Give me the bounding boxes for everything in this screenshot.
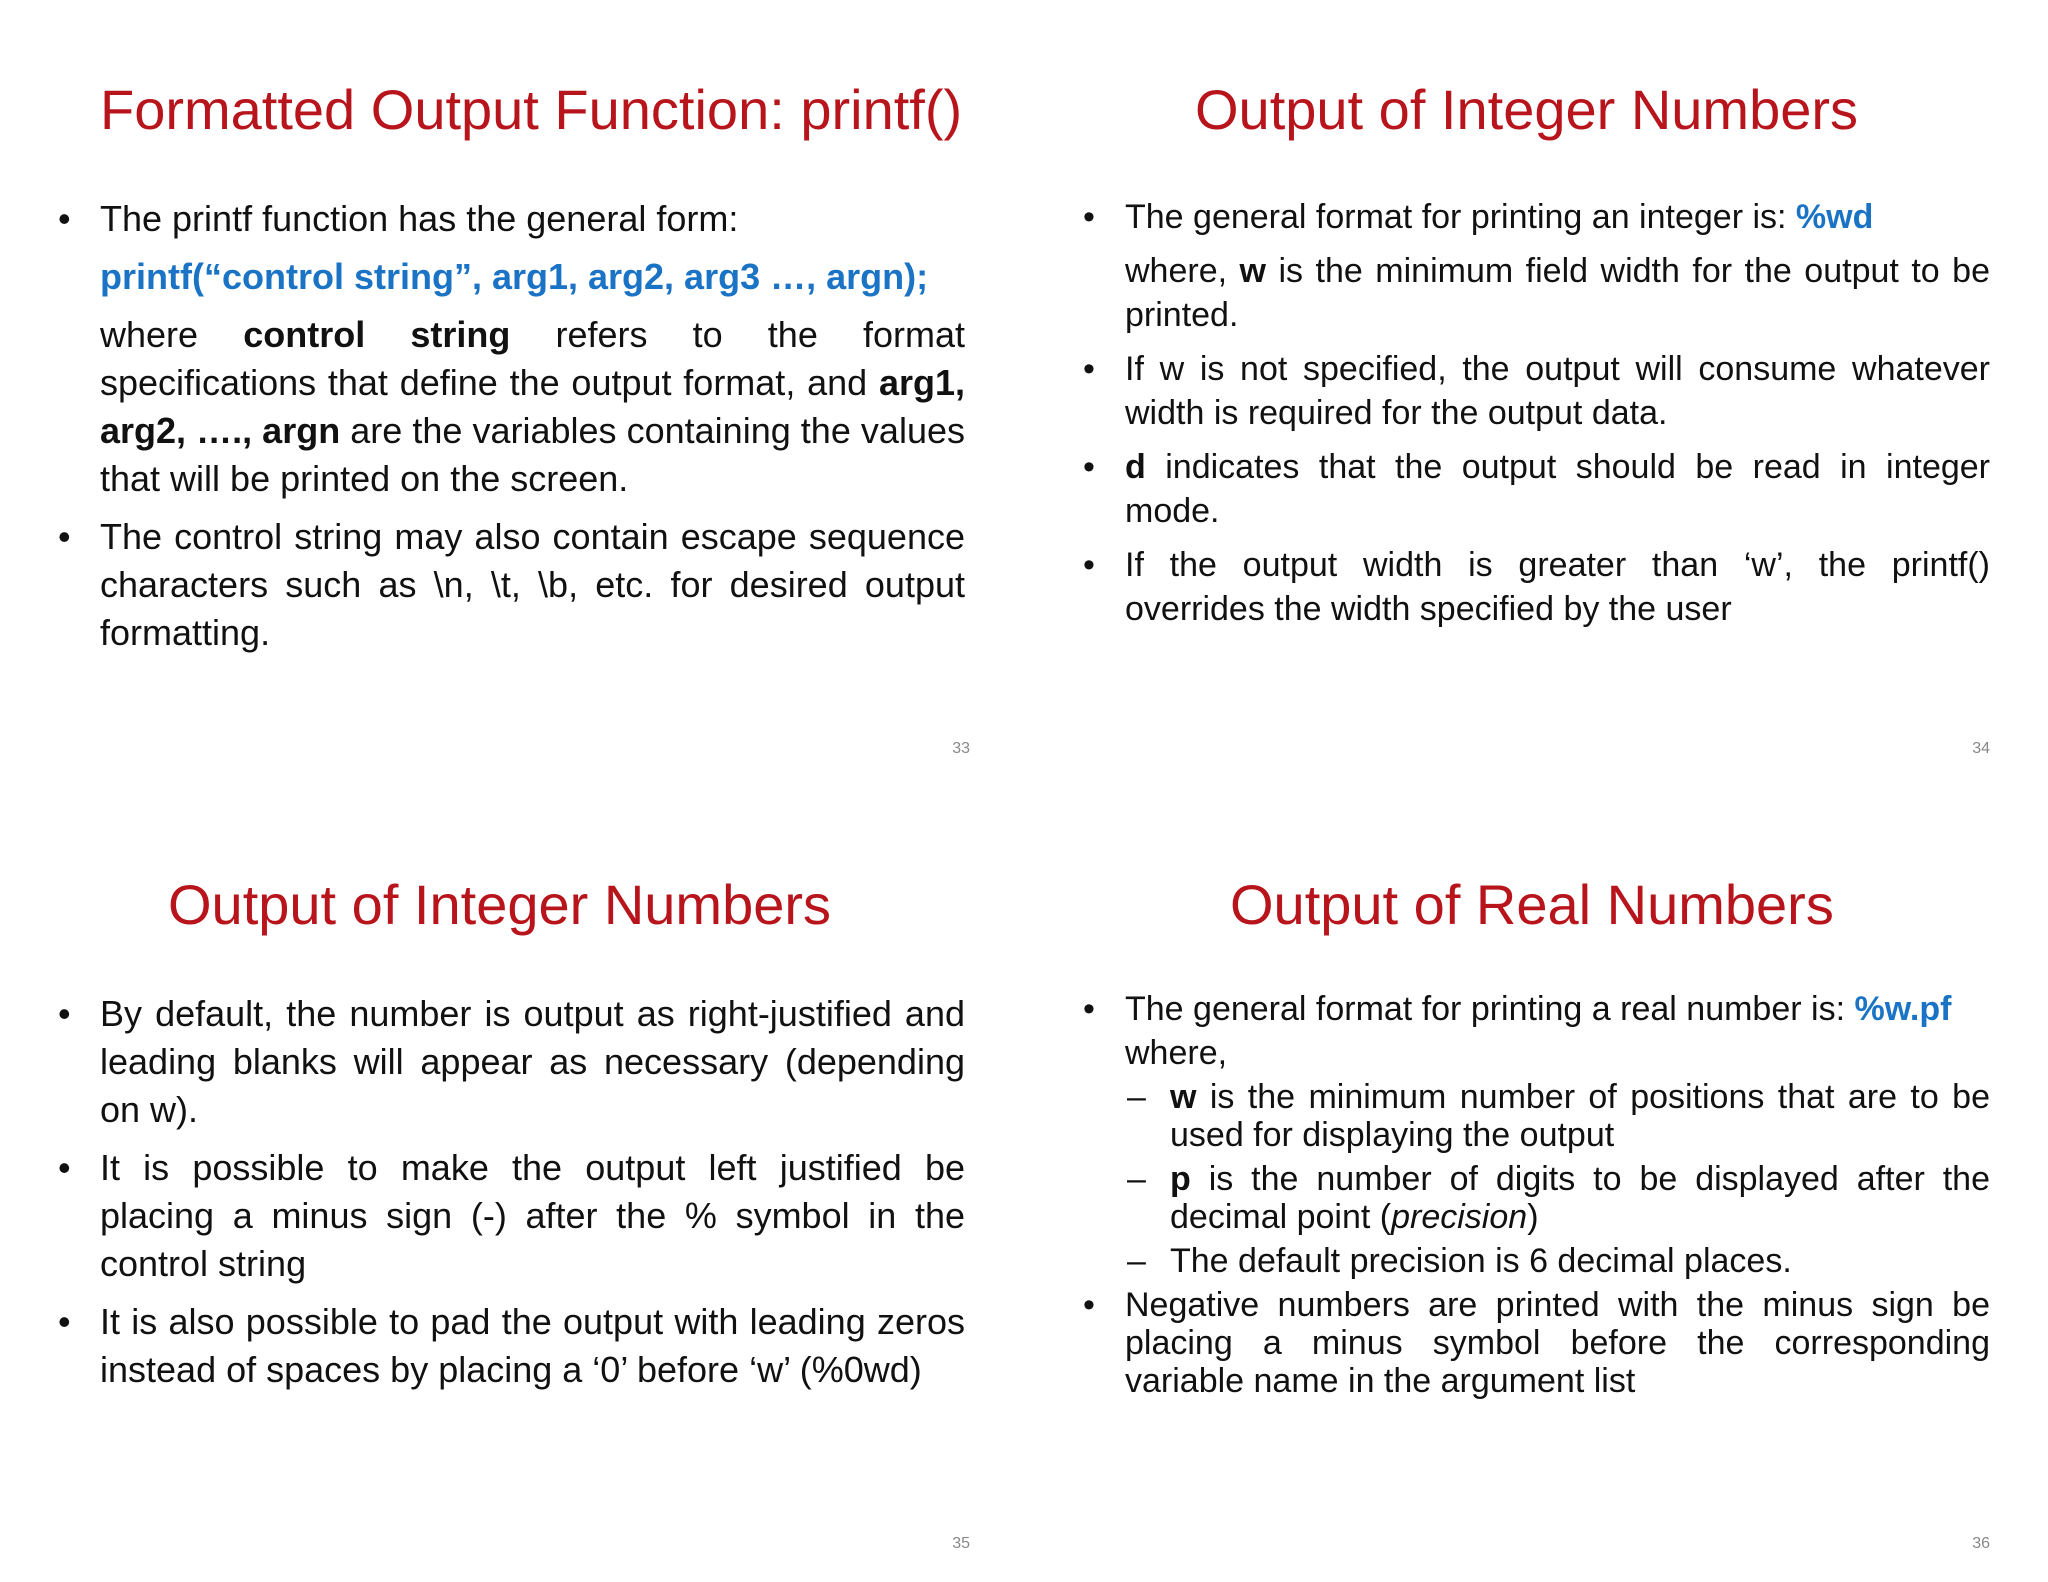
bullet-text: It is also possible to pad the output with leading zeros instead of spaces by placing a ‘0’ before ‘w’ (%0wd) — [100, 1301, 965, 1390]
bullet-item — [50, 195, 965, 243]
sub-item — [1075, 1242, 1990, 1280]
code-line — [50, 253, 965, 301]
text-segment: is the minimum number of positions that are to be used for displaying the output — [1170, 1078, 1990, 1154]
bullet-item — [1075, 445, 1990, 533]
bullet-item — [1075, 990, 1990, 1028]
text-segment: is the number of digits to be displayed after the decimal point ( — [1170, 1160, 1990, 1236]
bullet-text: The printf function has the general form: — [100, 198, 739, 239]
slide-title: Output of Real Numbers — [1230, 873, 1834, 936]
bullet-item — [50, 990, 965, 1134]
slide-body — [1075, 990, 1990, 1406]
bold-term: p — [1170, 1160, 1191, 1198]
page-number: 36 — [1972, 1535, 1990, 1552]
page-number: 34 — [1972, 740, 1990, 757]
bold-term: arg1, arg2, …., argn — [100, 362, 965, 451]
page-number: 35 — [952, 1535, 970, 1552]
sub-item — [1075, 1160, 1990, 1236]
code-text: %w.pf — [1854, 990, 1952, 1028]
bullet-item — [50, 1298, 965, 1394]
bold-term: w — [1239, 252, 1266, 290]
text-segment: where, — [1125, 252, 1240, 290]
italic-term: precision — [1391, 1198, 1528, 1236]
page-number: 33 — [952, 740, 970, 757]
bullet-item — [1075, 543, 1990, 631]
text-segment: is the minimum field width for the output to be printed. — [1125, 252, 1990, 334]
bullet-text: indicates that the output should be read in integer mode. — [1125, 448, 1990, 530]
slide-body — [1075, 195, 1990, 641]
slide-34 — [1075, 60, 1990, 760]
bullet-item — [1075, 347, 1990, 435]
where-paragraph — [1075, 249, 1990, 337]
bullet-text: By default, the number is output as right-justified and leading blanks will appear as necessary (depending on w). — [100, 993, 965, 1130]
slide-body — [50, 990, 965, 1404]
text-segment: ) — [1527, 1198, 1539, 1236]
bullet-text: Negative numbers are printed with the minus sign be placing a minus symbol before the corresponding variable name in the argument list — [1125, 1286, 1990, 1400]
bullet-text: The general format for printing a real number is: — [1125, 990, 1855, 1028]
text-segment: refers to the format specifications that define the output format, and — [100, 314, 966, 403]
where-paragraph — [50, 311, 965, 503]
slide-body — [50, 195, 965, 667]
slide-36 — [1075, 855, 1990, 1555]
slide-title: Output of Integer Numbers — [168, 873, 832, 936]
bullet-item — [1075, 195, 1990, 239]
bold-term: control string — [243, 314, 511, 355]
slide-title: Formatted Output Function: printf() — [100, 78, 963, 141]
bold-term: d — [1125, 448, 1146, 486]
bullet-item — [1075, 1286, 1990, 1400]
bullet-text: The control string may also contain escape sequence characters such as \n, \t, \b, etc. for desired output formatting. — [100, 516, 965, 653]
bullet-text: It is possible to make the output left justified be placing a minus sign (-) after the % symbol in the control string — [100, 1147, 965, 1284]
code-text: %wd — [1795, 198, 1874, 236]
code-text: printf(“control string”, arg1, arg2, arg3 …, argn); — [100, 256, 929, 297]
bullet-text: If w is not specified, the output will consume whatever width is required for the output data. — [1125, 350, 1990, 432]
where-label — [1075, 1034, 1990, 1072]
text-segment: where, — [1125, 1034, 1228, 1072]
slide-33 — [50, 60, 970, 760]
text-segment: are the variables containing the values that will be printed on the screen. — [100, 410, 965, 499]
bullet-item — [50, 513, 965, 657]
bold-term: w — [1170, 1078, 1197, 1116]
text-segment: where — [100, 314, 244, 355]
text-segment: The default precision is 6 decimal places. — [1170, 1242, 1792, 1280]
sub-item — [1075, 1078, 1990, 1154]
bullet-text: If the output width is greater than ‘w’, the printf() overrides the width specified by the user — [1125, 546, 1990, 628]
bullet-item — [50, 1144, 965, 1288]
bullet-text: The general format for printing an integer is: — [1125, 198, 1796, 236]
slide-35 — [50, 855, 970, 1555]
slide-title: Output of Integer Numbers — [1195, 78, 1859, 141]
